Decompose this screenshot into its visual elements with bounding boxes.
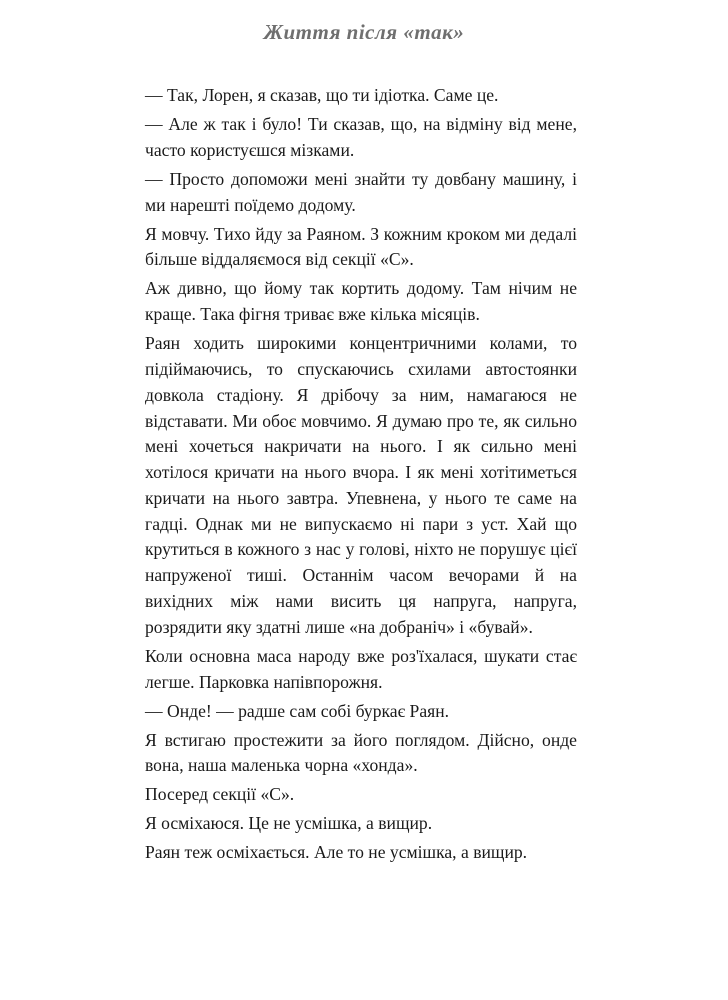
- paragraph: Аж дивно, що йому так кортить додому. Там нічим не краще. Така фігня триває вже кілька місяців.: [145, 278, 577, 325]
- paragraph: Раян ходить широкими концентричними колами, то підіймаючись, то спускаючись схилами автостоянки довкола стадіону. Я дрібочу за ним, намагаюся не відставати. Ми обоє мовчимо. Я думаю про те, як сильно мені хочеться накричати на нього. І як сильно мені хотілося кричати на нього вчора. І як мені хотітиметься кричати на нього завтра. Упевнена, у нього те саме на гадці. Однак ми не випускаємо ні пари з уст. Хай що крутиться в кожного з нас у голові, ніхто не порушує цієї напруженої тиші. Останнім часом вечорами й на вихідних між нами висить ця напруга, напруга, розрядити яку здатні лише «на добраніч» і «бувай».: [145, 333, 577, 637]
- paragraph: Посеред секції «С».: [145, 784, 295, 805]
- paragraph: — Так, Лорен, я сказав, що ти ідіотка. Саме це.: [145, 85, 499, 105]
- paragraph: — Онде! — радше сам собі буркає Раян.: [145, 700, 450, 721]
- paragraph: Коли основна маса народу вже роз'їхалася, шукати стає легше. Парковка напівпорожня.: [145, 645, 577, 692]
- paragraph: — Але ж так і було! Ти сказав, що, на відміну від мене, часто користуєшся мізками.: [145, 113, 577, 160]
- paragraph: Я встигаю простежити за його поглядом. Дійсно, онде вона, наша маленька чорна «хонда».: [145, 729, 577, 776]
- body-text: [145, 83, 577, 869]
- paragraph: Раян теж осміхається. Але то не усмішка, а вищир.: [145, 842, 528, 863]
- running-header-title: Життя після «так»: [263, 20, 465, 44]
- paragraph: — Просто допоможи мені знайти ту довбану машину, і ми нарешті поїдемо додому.: [145, 168, 577, 215]
- paragraph: Я мовчу. Тихо йду за Раяном. З кожним кроком ми дедалі більше віддаляємося від секції «С».: [145, 223, 577, 270]
- paragraph: Я осміхаюся. Це не усмішка, а вищир.: [145, 813, 433, 834]
